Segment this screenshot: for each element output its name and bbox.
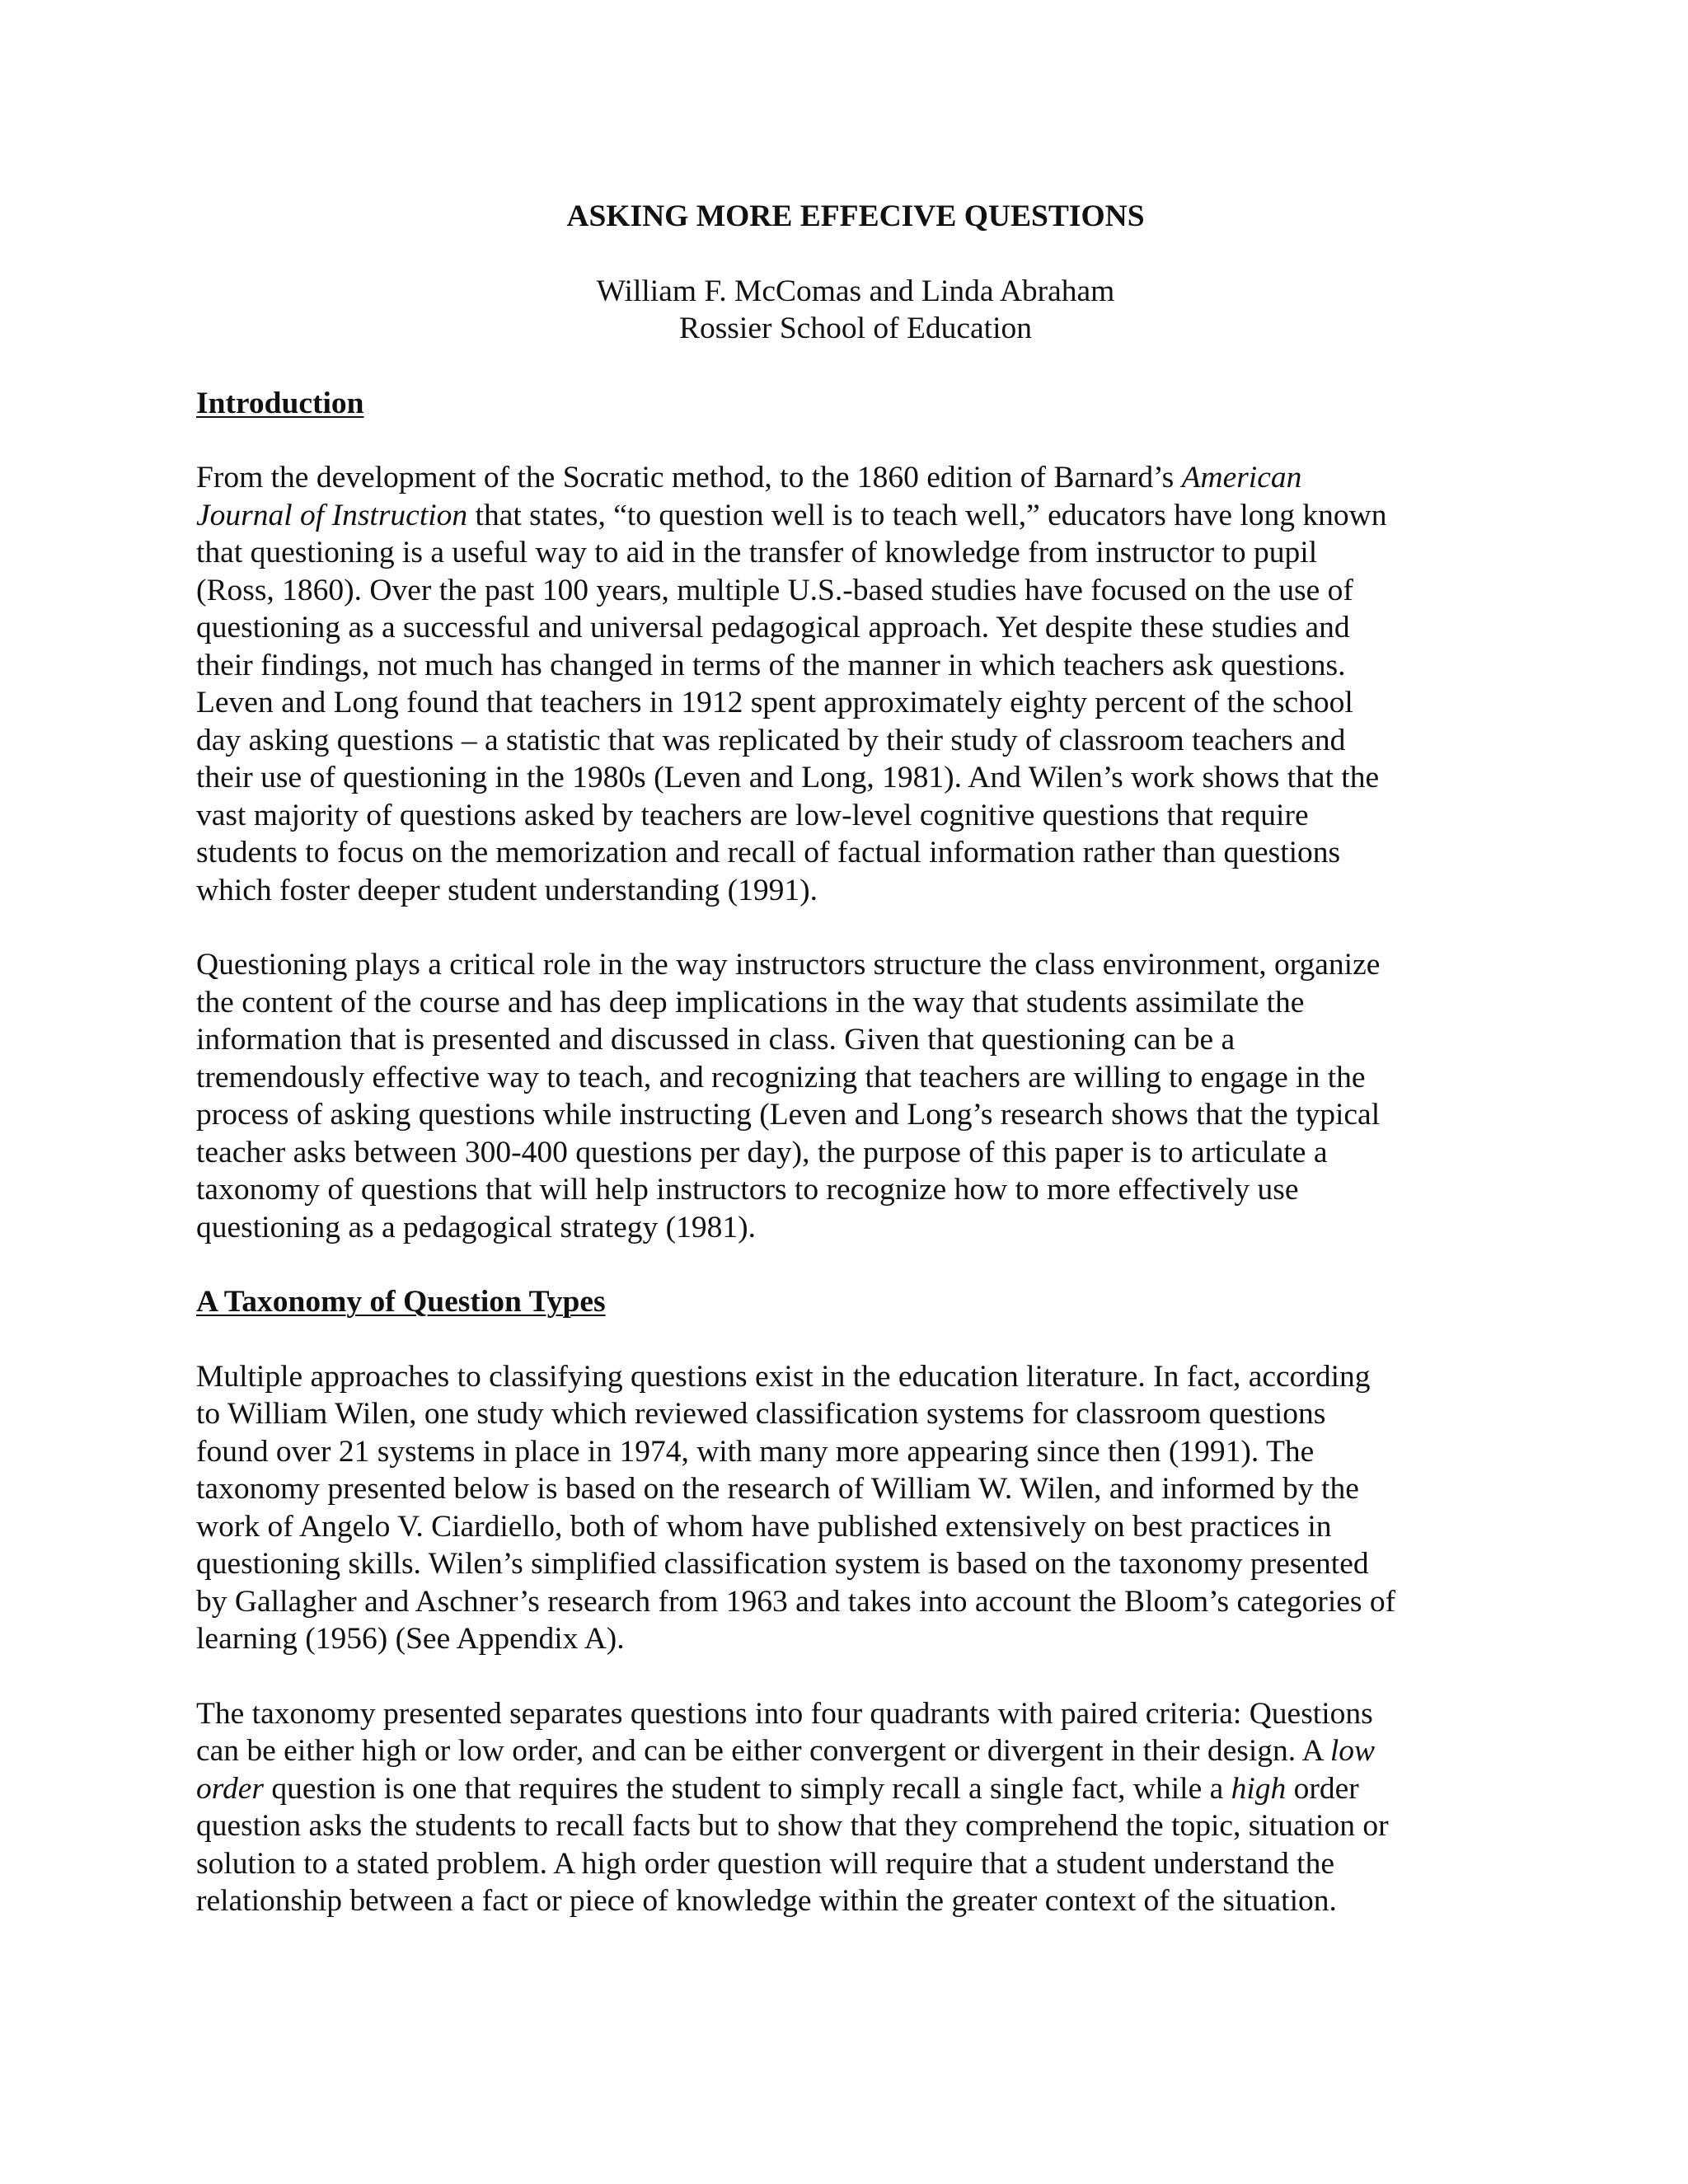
taxonomy-paragraph-1 (196, 1358, 1515, 1658)
text-line: to William Wilen, one study which reviewed classification systems for classroom questions (196, 1397, 1326, 1431)
text-line: Multiple approaches to classifying questions exist in the education literature. In fact, according (196, 1359, 1371, 1394)
text-line: relationship between a fact or piece of knowledge within the greater context of the situation. (196, 1884, 1337, 1918)
author-names: William F. McComas and Linda Abraham (596, 274, 1115, 308)
text-line: students to focus on the memorization and recall of factual information rather than questions (196, 836, 1341, 869)
text-line: that questioning is a useful way to aid in the transfer of knowledge from instructor to pupil (196, 536, 1318, 569)
text-line: information that is presented and discussed in class. Given that questioning can be a (196, 1023, 1236, 1057)
text-line: From the development of the Socratic method, to the 1860 edition of Barnard’s American (196, 461, 1302, 494)
text-line: question asks the students to recall facts but to show that they comprehend the topic, situation or (196, 1809, 1389, 1843)
text-line: work of Angelo V. Ciardiello, both of whom have published extensively on best practices in (196, 1509, 1332, 1544)
intro-paragraph-2 (196, 946, 1515, 1246)
text-line: their use of questioning in the 1980s (Leven and Long, 1981). And Wilen’s work shows that the (196, 761, 1380, 794)
text-line: taxonomy presented below is based on the research of William W. Wilen, and informed by the (196, 1472, 1359, 1506)
text-line: their findings, not much has changed in terms of the manner in which teachers ask questions. (196, 648, 1346, 682)
document-body (196, 198, 1515, 1920)
text-line: the content of the course and has deep implications in the way that students assimilate the (196, 985, 1305, 1019)
document-title: ASKING MORE EFFECIVE QUESTIONS (566, 199, 1145, 233)
text-line: order question is one that requires the student to simply recall a single fact, while a high order (196, 1771, 1359, 1806)
text-line: Journal of Instruction that states, “to question well is to teach well,” educators have long known (196, 498, 1387, 532)
text-line: The taxonomy presented separates questions into four quadrants with paired criteria: Questions (196, 1696, 1373, 1731)
text-line: found over 21 systems in place in 1974, with many more appearing since then (1991). The (196, 1434, 1315, 1469)
author-affiliation: Rossier School of Education (678, 312, 1033, 345)
author-block (196, 273, 1515, 348)
text-line: tremendously effective way to teach, and recognizing that teachers are willing to engage in the (196, 1060, 1366, 1094)
text-line: (Ross, 1860). Over the past 100 years, multiple U.S.-based studies have focused on the use of (196, 573, 1353, 607)
text-line: learning (1956) (See Appendix A). (196, 1622, 625, 1656)
section-heading-introduction: Introduction (196, 386, 364, 420)
taxonomy-paragraph-2 (196, 1695, 1515, 1920)
text-line: questioning as a successful and universal pedagogical approach. Yet despite these studies and (196, 611, 1350, 644)
text-line: by Gallagher and Aschner’s research from 1963 and takes into account the Bloom’s categories of (196, 1584, 1396, 1619)
text-line: vast majority of questions asked by teachers are low-level cognitive questions that require (196, 798, 1309, 832)
text-line: teacher asks between 300-400 questions per day), the purpose of this paper is to articulate a (196, 1135, 1328, 1169)
intro-paragraph-1 (196, 459, 1515, 909)
text-line: can be either high or low order, and can be either convergent or divergent in their design. A low (196, 1734, 1376, 1768)
text-line: Questioning plays a critical role in the way instructors structure the class environment, organize (196, 948, 1381, 982)
text-line: questioning as a pedagogical strategy (1981). (196, 1210, 756, 1244)
text-line: solution to a stated problem. A high order question will require that a student understand the (196, 1846, 1334, 1881)
text-line: questioning skills. Wilen’s simplified classification system is based on the taxonomy presented (196, 1547, 1369, 1581)
section-heading-taxonomy: A Taxonomy of Question Types (196, 1285, 606, 1319)
text-line: process of asking questions while instructing (Leven and Long’s research shows that the typical (196, 1098, 1381, 1132)
text-line: Leven and Long found that teachers in 1912 spent approximately eighty percent of the school (196, 686, 1353, 719)
text-line: taxonomy of questions that will help instructors to recognize how to more effectively use (196, 1173, 1299, 1207)
text-line: which foster deeper student understanding (1991). (196, 873, 818, 907)
text-line: day asking questions – a statistic that was replicated by their study of classroom teachers and (196, 723, 1346, 757)
